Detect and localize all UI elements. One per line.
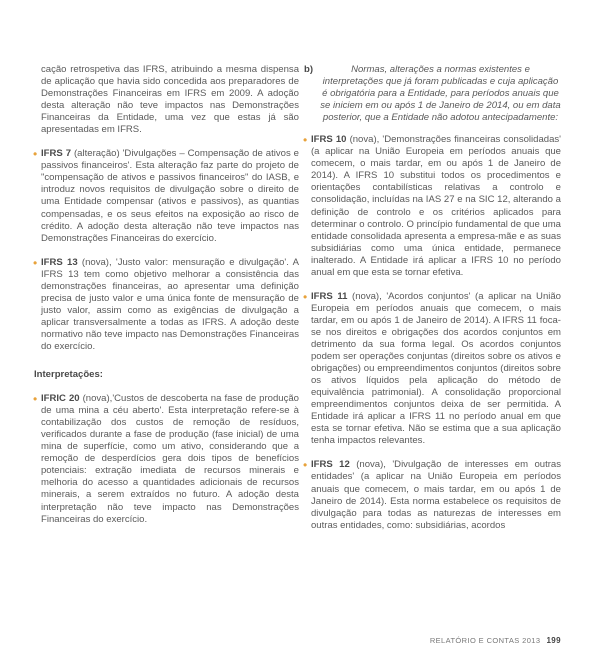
- list-item: [304, 134, 561, 279]
- bullet-icon: •: [33, 147, 38, 162]
- item-term: IFRS 10: [311, 134, 347, 146]
- page-number: 199: [546, 636, 561, 645]
- item-term: IFRIC 20: [41, 393, 80, 405]
- item-text: (nova), 'Demonstrações financeiras consolidadas' (a aplicar na União Europeia em períodos anuais que comecem, o mais tardar, em ou após 1 de Janeiro de 2014). A IFRS 10 substitui todos os procedimentos e orientações contabilísticas relativas a controlo e consolidação, incluídas na IAS 27 e na SIC 12, alterando a definição de controlo e os critérios aplicados para determinar o controlo. O princípio fundamental de que uma entidade consolidada apresenta a empresa-mãe e as suas subsidiárias como uma única entidade, permanece inalterado. A Entidade irá aplicar a IFRS 10 no período anual em que esta se tornar efetiva.: [311, 134, 561, 278]
- item-term: IFRS 13: [41, 256, 78, 268]
- bullet-icon: •: [33, 255, 38, 270]
- list-item: [34, 393, 299, 526]
- item-term: IFRS 7: [41, 148, 72, 160]
- report-name: RELATÓRIO E CONTAS 2013: [429, 636, 541, 645]
- bullet-icon: •: [303, 133, 308, 148]
- item-text: (nova), 'Acordos conjuntos' (a aplicar na União Europeia em períodos anuais que comecem, o mais tardar, em ou após 1 de Janeiro de 2014). A IFRS 11 foca-se nos direitos e obrigações dos acordos conjuntos em detrimento da sua forma legal. Os acordos conjuntos podem ser operações conjuntas (direitos sobre os ativos e obrigações) ou empreendimentos conjuntos (direitos sobre os ativos líquidos pela aplicação do método de equivalência patrimonial). A consolidação proporcional empreendimentos conjuntos deixa de ser permitida. A Entidade irá aplicar a IFRS 11 no período anual em que esta se tornar efetiva. Não se estima que a sua aplicação tenha impactos relevantes.: [311, 290, 561, 447]
- section-intro: [304, 64, 561, 124]
- list-item: [304, 459, 561, 531]
- left-column: [34, 64, 299, 526]
- list-item: [34, 148, 299, 244]
- list-item: [34, 257, 299, 353]
- section-title: Normas, alterações a normas existentes e interpretações que já foram publicadas e cuja aplicação é obrigatória para a Entidade, para períodos anuais que se iniciem em ou após 1 de Janeiro de 2014, ou em data posterior, que a Entidade não adotou antecipadamente:: [320, 64, 561, 124]
- section-heading: Interpretações:: [34, 369, 103, 381]
- item-term: IFRS 11: [311, 290, 348, 302]
- bullet-icon: •: [303, 289, 308, 304]
- section-tag: b): [304, 64, 314, 75]
- item-term: IFRS 12: [311, 459, 350, 471]
- right-column: [304, 64, 561, 532]
- item-text: (nova),'Custos de descoberta na fase de produção de uma mina a céu aberto'. Esta interpretação refere-se à contabilização dos custos de remoção de resíduos, verificados durante a fase de produção (fase inicial) de uma mina de superfície, como um ativo, considerando que a remoção de desperdícios gera dois tipos de benefícios potenciais: extração imediata de recursos minerais e melhoria do acesso a quantidades adicionais de recursos minerais, a serem extraídos no futuro. A adoção desta interpretação não teve impacto nas Demonstrações Financeiras do exercício.: [41, 393, 299, 525]
- intro-paragraph: cação retrospetiva das IFRS, atribuindo a mesma dispensa de aplicação que havia sido concedida aos preparadores de Demonstrações Financeiras em IFRS em 2009. A adoção desta alteração não teve impactos nas Demonstrações Financeiras da Entidade, uma vez que estas já são apresentadas em IFRS.: [41, 64, 299, 136]
- bullet-icon: •: [303, 458, 308, 473]
- item-text: (nova), 'Divulgação de interesses em outras entidades' (a aplicar na União Europeia em períodos anuais que comecem, o mais tardar, em ou após 1 de Janeiro de 2014). Esta norma estabelece os requisitos de divulgação para todas as naturezas de interesses em outras entidades, como: subsidiárias, acordos: [311, 459, 561, 531]
- bullet-icon: •: [33, 392, 38, 407]
- item-text: (nova), 'Justo valor: mensuração e divulgação'. A IFRS 13 tem como objetivo melhorar a consistência das demonstrações financeiras, ao apresentar uma definição precisa de justo valor e uma única fonte de mensuração de justo valor, assim como as exigências de divulgação a aplicar transversalmente a todas as IFRS. A adoção deste normativo não teve impacto nas Demonstrações Financeiras do exercício.: [41, 256, 299, 352]
- list-item: [304, 291, 561, 448]
- item-text: (alteração) 'Divulgações – Compensação de ativos e passivos financeiros'. Esta alteração faz parte do projeto de "compensação de ativos e passivos financeiros" do IASB, e introduz novos requisitos de divulgação sobre o direito de uma Entidade compensar (ativos e passivos), as quantias compensadas, e os seus efeitos na exposição ao risco de crédito. A adoção desta alteração não teve impactos nas Demonstrações Financeiras do exercício.: [41, 148, 299, 244]
- page-footer: [0, 636, 561, 645]
